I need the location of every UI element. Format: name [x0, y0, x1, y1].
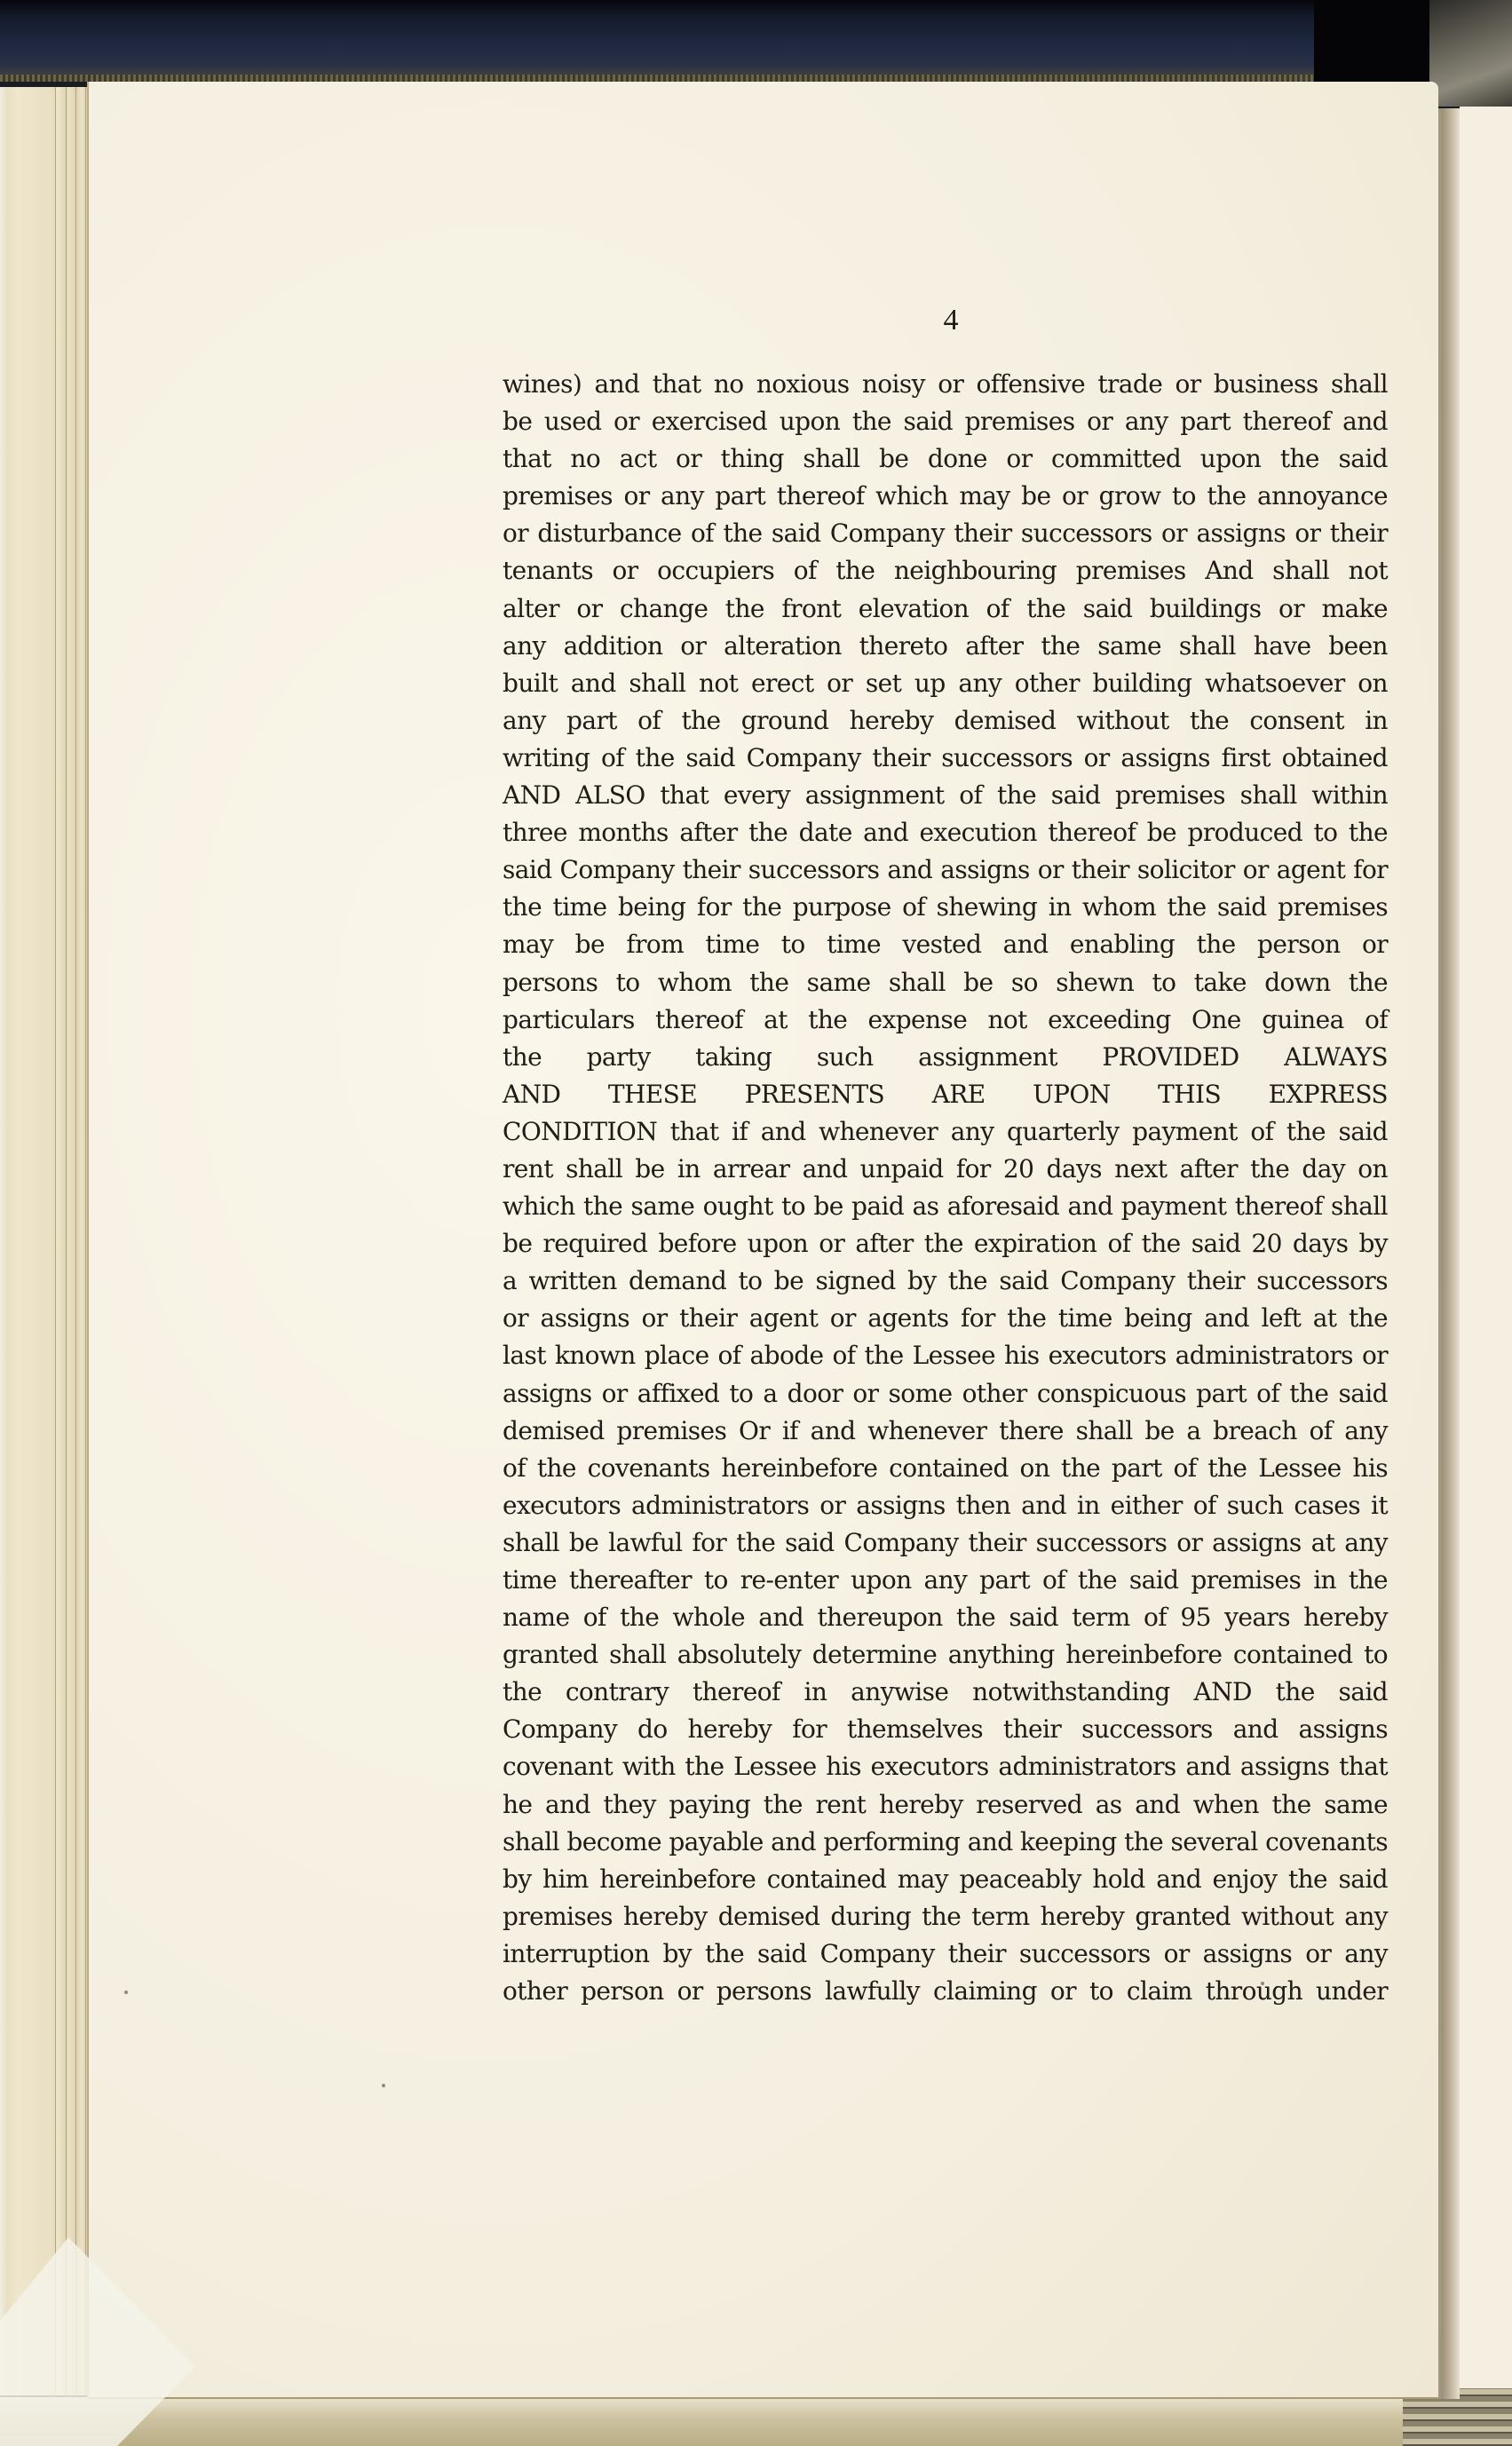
text-line: particulars thereof at the expense not exceeding One guinea of: [503, 1004, 1388, 1034]
text-line: he and they paying the rent hereby reserved as and when the same: [503, 1789, 1388, 1819]
text-line: shall be lawful for the said Company their successors or assigns at any: [503, 1527, 1388, 1557]
text-line: granted shall absolutely determine anything hereinbefore contained to: [503, 1640, 1388, 1670]
paper-speck: [124, 1991, 128, 1994]
text-line: persons to whom the same shall be so shewn to take down the: [503, 967, 1388, 997]
text-line: AND ALSO that every assignment of the said premises shall within: [503, 780, 1388, 811]
text-line: any addition or alteration thereto after the same shall have been: [503, 630, 1388, 661]
book-bottom-edge: [0, 2397, 1512, 2446]
page-stack-left: [0, 87, 93, 2395]
book-binding-cloth: [0, 0, 1512, 82]
text-line: time thereafter to re-enter upon any part of the said premises in the: [503, 1565, 1388, 1595]
text-line: of the covenants hereinbefore contained on the part of the Lessee his: [503, 1453, 1388, 1483]
book-binding-corner: [1429, 0, 1512, 107]
text-line: said Company their successors and assigns or their solicitor or agent for: [503, 855, 1388, 885]
text-line: or disturbance of the said Company their successors or assigns or their: [503, 518, 1388, 549]
text-line: executors administrators or assigns then and in either of such cases it: [503, 1490, 1388, 1520]
text-line: which the same ought to be paid as aforesaid and payment thereof shall: [503, 1191, 1388, 1222]
text-line: that no act or thing shall be done or committed upon the said: [503, 444, 1388, 474]
text-line: tenants or occupiers of the neighbouring premises And shall not: [503, 556, 1388, 586]
text-line: be required before upon or after the expiration of the said 20 days by: [503, 1229, 1388, 1259]
text-line: alter or change the front elevation of the said buildings or make: [503, 593, 1388, 623]
text-line: or assigns or their agent or agents for the time being and left at the: [503, 1303, 1388, 1334]
text-line: three months after the date and execution thereof be produced to the: [503, 818, 1388, 848]
text-line: a written demand to be signed by the said Company their successors: [503, 1266, 1388, 1296]
page-edge-line: [55, 87, 56, 2395]
page-edge-line: [85, 87, 86, 2395]
text-line: any part of the ground hereby demised without the consent in: [503, 705, 1388, 735]
text-line: name of the whole and thereupon the said term of 95 years hereby: [503, 1603, 1388, 1633]
next-page-edge: [1460, 107, 1512, 2388]
text-line: other person or persons lawfully claiming or to claim through under: [503, 1976, 1388, 2007]
text-line: rent shall be in arrear and unpaid for 20 days next after the day on: [503, 1153, 1388, 1183]
text-line: premises or any part thereof which may be or grow to the annoyance: [503, 481, 1388, 511]
text-line: assigns or affixed to a door or some other conspicuous part of the said: [503, 1378, 1388, 1408]
paper-speck: [382, 2084, 385, 2087]
text-line: wines) and that no noxious noisy or offensive trade or business shall: [503, 369, 1388, 399]
text-line: covenant with the Lessee his executors administrators and assigns that: [503, 1752, 1388, 1782]
text-line: writing of the said Company their successors or assigns first obtained: [503, 742, 1388, 772]
page-edge-line: [66, 87, 67, 2395]
body-text: [503, 366, 1388, 2010]
text-line: the party taking such assignment PROVIDED ALWAYS: [503, 1041, 1388, 1072]
text-line: the contrary thereof in anywise notwithstanding AND the said: [503, 1677, 1388, 1707]
page-edge-line: [75, 87, 76, 2395]
text-line: premises hereby demised during the term hereby granted without any: [503, 1901, 1388, 1931]
text-line: Company do hereby for themselves their successors and assigns: [503, 1714, 1388, 1745]
text-line: shall become payable and performing and keeping the several covenants: [503, 1826, 1388, 1856]
text-line: AND THESE PRESENTS ARE UPON THIS EXPRESS: [503, 1079, 1388, 1109]
text-line: may be from time to time vested and enabling the person or: [503, 930, 1388, 960]
text-line: last known place of abode of the Lessee his executors administrators or: [503, 1341, 1388, 1371]
text-line: be used or exercised upon the said premises or any part thereof and: [503, 407, 1388, 437]
text-line: built and shall not erect or set up any other building whatsoever on: [503, 668, 1388, 698]
text-line: interruption by the said Company their successors or assigns or any: [503, 1938, 1388, 1968]
text-line: demised premises Or if and whenever there shall be a breach of any: [503, 1415, 1388, 1445]
page-number: 4: [943, 304, 959, 336]
text-line: the time being for the purpose of shewing in whom the said premises: [503, 892, 1388, 922]
text-line: by him hereinbefore contained may peaceably hold and enjoy the said: [503, 1864, 1388, 1894]
text-line: CONDITION that if and whenever any quarterly payment of the said: [503, 1116, 1388, 1146]
